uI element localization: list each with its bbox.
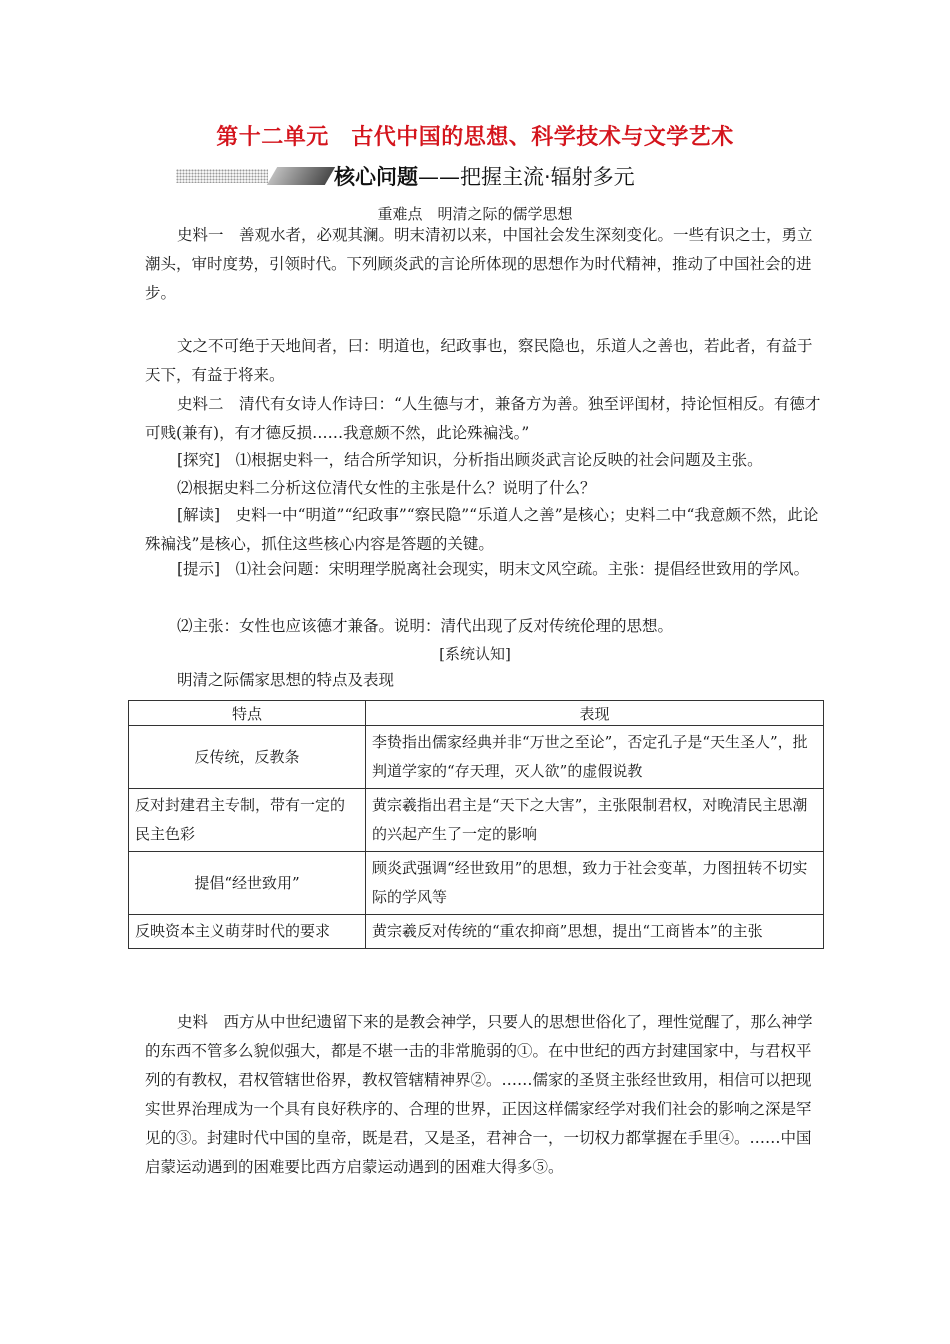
table-header-detail: 表现 [366, 701, 824, 726]
interpretation-paragraph: [解读] 史料一中“明道”“纪政事”“察民隐”“乐道人之善”是核心；史料二中“我意颇不然，此论殊褊浅”是核心，抓住这些核心内容是答题的关键。 [145, 506, 819, 553]
explore-question-2: ⑵根据史料二分析这位清代女性的主张是什么？说明了什么？ [177, 479, 596, 497]
table-cell-detail: 黄宗羲反对传统的“重农抑商”思想，提出“工商皆本”的主张 [366, 915, 824, 949]
table-cell-detail: 李贽指出儒家经典并非“万世之至论”，否定孔子是“天生圣人”，批判道学家的“存天理，灭人欲”的虚假说教 [366, 726, 824, 789]
system-label: [系统认知] [439, 645, 511, 663]
section-banner [176, 162, 635, 190]
subheading: 重难点 明清之际的儒学思想 [377, 205, 573, 223]
table-row [129, 789, 824, 852]
final-source-paragraph: 史料 西方从中世纪遗留下来的是教会神学，只要人的思想世俗化了，理性觉醒了，那么神学的东西不管多么貌似强大，都是不堪一击的非常脆弱的①。在中世纪的西方封建国家中，与君权平列的有教权，君权管辖世俗界，教权管辖精神界②。……儒家的圣贤主张经世致用，相信可以把现实世界治理成为一个具有良好秩序的、合理的世界，正因这样儒家经学对我们社会的影响之深是罕见的③。封建时代中国的皇帝，既是君，又是圣，君神合一，一切权力都掌握在手里④。……中国启蒙运动遇到的困难要比西方启蒙运动遇到的困难大得多⑤。 [145, 1013, 813, 1176]
table-cell-feature: 反传统，反教条 [129, 726, 366, 789]
summary-table [128, 700, 824, 949]
table-header-feature: 特点 [129, 701, 366, 726]
table-cell-feature: 反映资本主义萌芽时代的要求 [129, 915, 366, 949]
banner-bold: 核心问题 [334, 165, 418, 189]
table-row [129, 852, 824, 915]
banner-rest: ——把握主流·辐射多元 [418, 165, 635, 189]
table-header-row [129, 701, 824, 726]
source-one-paragraph: 史料一 善观水者，必观其澜。明末清初以来，中国社会发生深刻变化。一些有识之士，勇立潮头，审时度势，引领时代。下列顾炎武的言论所体现的思想作为时代精神，推动了中国社会的进步。 [145, 226, 813, 302]
table-cell-feature: 提倡“经世致用” [129, 852, 366, 915]
source-two-paragraph: 史料二 清代有女诗人作诗曰：“人生德与才，兼备方为善。独至评闺材，持论恒相反。有德才可贱(兼有)，有才德反损……我意颇不然，此论殊褊浅。” [145, 395, 821, 442]
table-caption: 明清之际儒家思想的特点及表现 [177, 671, 395, 689]
hint-answer-1: [提示] ⑴社会问题：宋明理学脱离社会现实，明末文风空疏。主张：提倡经世致用的学风。 [177, 560, 810, 578]
table-cell-detail: 顾炎武强调“经世致用”的思想，致力于社会变革，力图扭转不切实际的学风等 [366, 852, 824, 915]
table-row [129, 915, 824, 949]
banner-decoration [176, 165, 326, 187]
table-row [129, 726, 824, 789]
page-title: 第十二单元 古代中国的思想、科学技术与文学艺术 [216, 125, 734, 150]
table-cell-detail: 黄宗羲指出君主是“天下之大害”，主张限制君权，对晚清民主思潮的兴起产生了一定的影响 [366, 789, 824, 852]
explore-question-1: [探究] ⑴根据史料一，结合所学知识，分析指出顾炎武言论反映的社会问题及主张。 [177, 451, 763, 469]
banner-text [334, 161, 635, 191]
table-cell-feature: 反对封建君主专制，带有一定的民主色彩 [129, 789, 366, 852]
hint-answer-2: ⑵主张：女性也应该德才兼备。说明：清代出现了反对传统伦理的思想。 [177, 617, 674, 635]
quote-paragraph: 文之不可绝于天地间者，曰：明道也，纪政事也，察民隐也，乐道人之善也，若此者，有益于天下，有益于将来。 [145, 337, 813, 384]
